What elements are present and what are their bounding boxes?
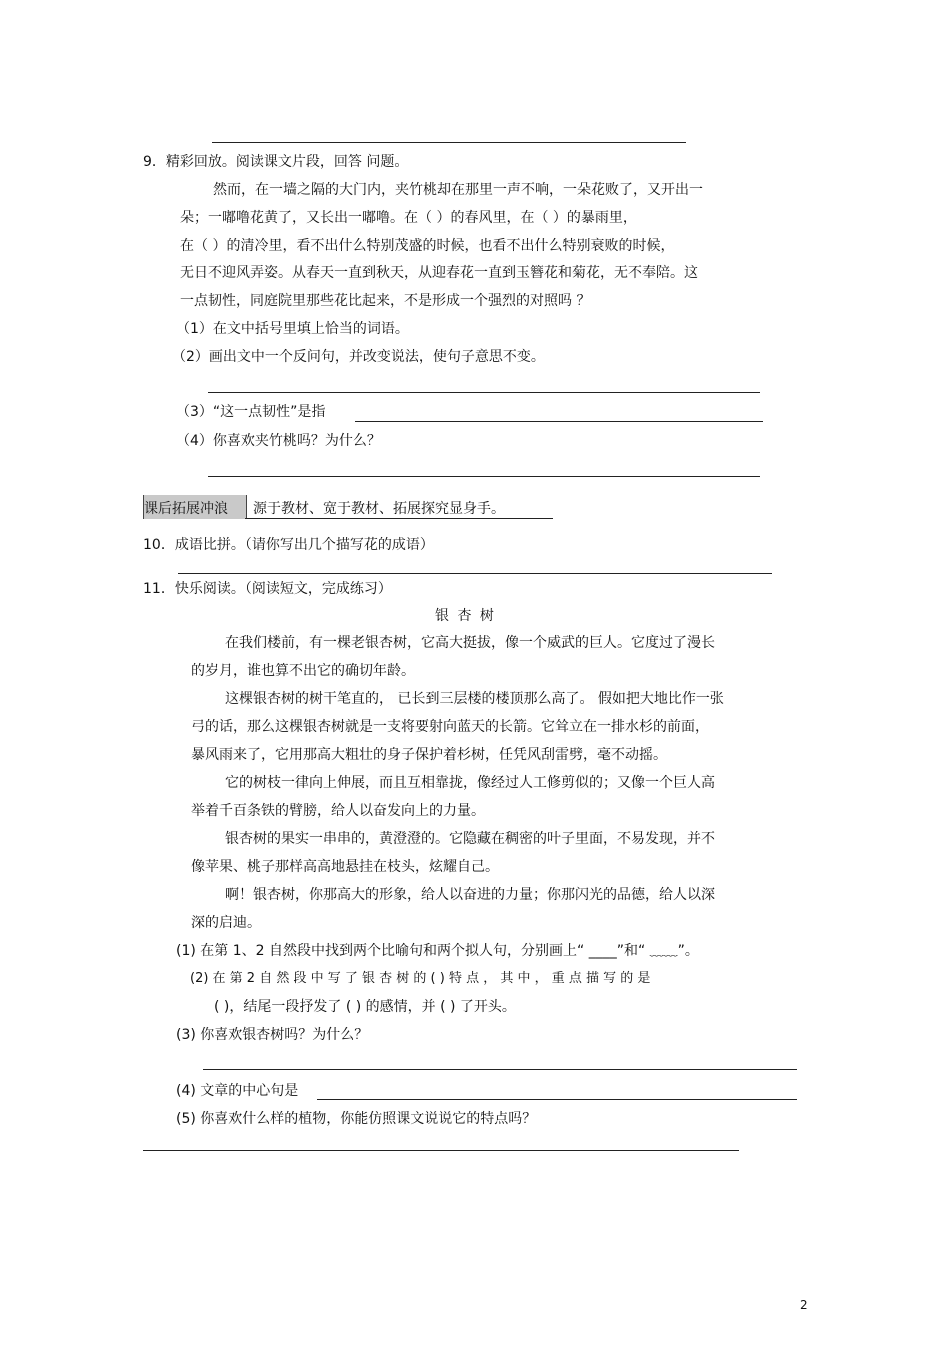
q11-passage-line-1: 在我们楼前，有一棵老银杏树，它高大挺拔，像一个威武的巨人。它度过了漫长 xyxy=(225,635,715,651)
q11-passage-line-3: 这棵银杏树的树干笔直的， 已长到三层楼的楼顶那么高了。 假如把大地比作一张 xyxy=(225,691,724,707)
section-desc: 源于教材、宽于教材、拓展探究显身手。 xyxy=(253,501,505,517)
section-underline xyxy=(245,518,553,519)
q9-sub2: （2）画出文中一个反问句，并改变说法，使句子意思不变。 xyxy=(172,349,545,365)
q11-passage-line-2: 的岁月，谁也算不出它的确切年龄。 xyxy=(191,663,415,679)
q11-sub2-line-1: (2) 在 第 2 自 然 段 中 写 了 银 杏 树 的 ( ) 特 点 ， 其 中 ， 重 点 描 写 的 是 xyxy=(190,971,651,986)
q11-passage-line-8: 银杏树的果实一串串的，黄澄澄的。它隐藏在稠密的叶子里面，不易发现，并不 xyxy=(225,831,715,847)
q11-passage-line-5: 暴风雨来了，它用那高大粗壮的身子保护着杉树，任凭风刮雷劈，毫不动摇。 xyxy=(191,747,667,763)
section-label: 课后拓展冲浪 xyxy=(144,501,228,517)
page-number: 2 xyxy=(800,1298,808,1312)
q11-sub3: (3) 你喜欢银杏树吗？为什么？ xyxy=(176,1027,369,1043)
q11-sub4-answer-line[interactable] xyxy=(317,1099,797,1100)
q11-passage-line-6: 它的树枝一律向上伸展，而且互相靠拢，像经过人工修剪似的；又像一个巨人高 xyxy=(225,775,715,791)
q11-sub3-answer-line[interactable] xyxy=(203,1069,797,1070)
q11-sub2-line-2: ( )，结尾一段抒发了 ( ) 的感情，并 ( ) 了开头。 xyxy=(214,999,516,1015)
q10-text: 10．成语比拼。（请你写出几个描写花的成语） xyxy=(143,537,434,553)
q9-sub4-answer-line[interactable] xyxy=(208,476,760,477)
q11-passage-line-4: 弓的话，那么这棵银杏树就是一支将要射向蓝天的长箭。它耸立在一排水杉的前面， xyxy=(191,719,709,735)
q9-sub2-answer-line[interactable] xyxy=(208,392,760,393)
q9-passage-line-4: 无日不迎风弄姿。从春天一直到秋天，从迎春花一直到玉簪花和菊花，无不奉陪。这 xyxy=(180,265,698,281)
q11-article-title: 银 杏 树 xyxy=(435,608,496,624)
q9-sub3-answer-line[interactable] xyxy=(355,421,763,422)
q9-passage-line-2: 朵；一嘟噜花黄了，又长出一嘟噜。在（ ）的春风里，在（ ）的暴雨里， xyxy=(180,210,637,226)
q11-passage-line-9: 像苹果、桃子那样高高地悬挂在枝头，炫耀自己。 xyxy=(191,859,499,875)
q11-sub5: (5) 你喜欢什么样的植物，你能仿照课文说说它的特点吗？ xyxy=(176,1111,537,1127)
q11-passage-line-10: 啊！银杏树，你那高大的形象，给人以奋进的力量；你那闪光的品德，给人以深 xyxy=(225,887,715,903)
q9-heading: 9．精彩回放。阅读课文片段，回答 问题。 xyxy=(143,154,409,170)
q9-passage-line-1: 然而，在一墙之隔的大门内，夹竹桃却在那里一声不响，一朵花败了，又开出一 xyxy=(213,182,703,198)
q9-sub3: （3）“这一点韧性”是指 xyxy=(176,404,326,420)
q11-passage-line-11: 深的启迪。 xyxy=(191,915,261,931)
q9-sub4: （4）你喜欢夹竹桃吗？为什么？ xyxy=(176,433,381,449)
q9-passage-line-5: 一点韧性，同庭院里那些花比起来，不是形成一个强烈的对照吗 ？ xyxy=(180,293,591,309)
q9-passage-line-3: 在（ ）的清冷里，看不出什么特别茂盛的时候，也看不出什么特别衰败的时候， xyxy=(180,238,675,254)
q11-sub5-answer-line[interactable] xyxy=(143,1150,739,1151)
q11-passage-line-7: 举着千百条铁的臂膀，给人以奋发向上的力量。 xyxy=(191,803,485,819)
q11-heading: 11．快乐阅读。（阅读短文，完成练习） xyxy=(143,581,392,597)
q11-sub1: (1) 在第 1、2 自然段中找到两个比喻句和两个拟人句，分别画上“ ____”和“ ﹏﹏”。 xyxy=(176,943,699,959)
q10-answer-line[interactable] xyxy=(178,573,772,574)
q9-sub1: （1）在文中括号里填上恰当的词语。 xyxy=(176,321,409,337)
answer-line xyxy=(212,142,686,143)
q11-sub4: (4) 文章的中心句是 xyxy=(176,1083,299,1099)
